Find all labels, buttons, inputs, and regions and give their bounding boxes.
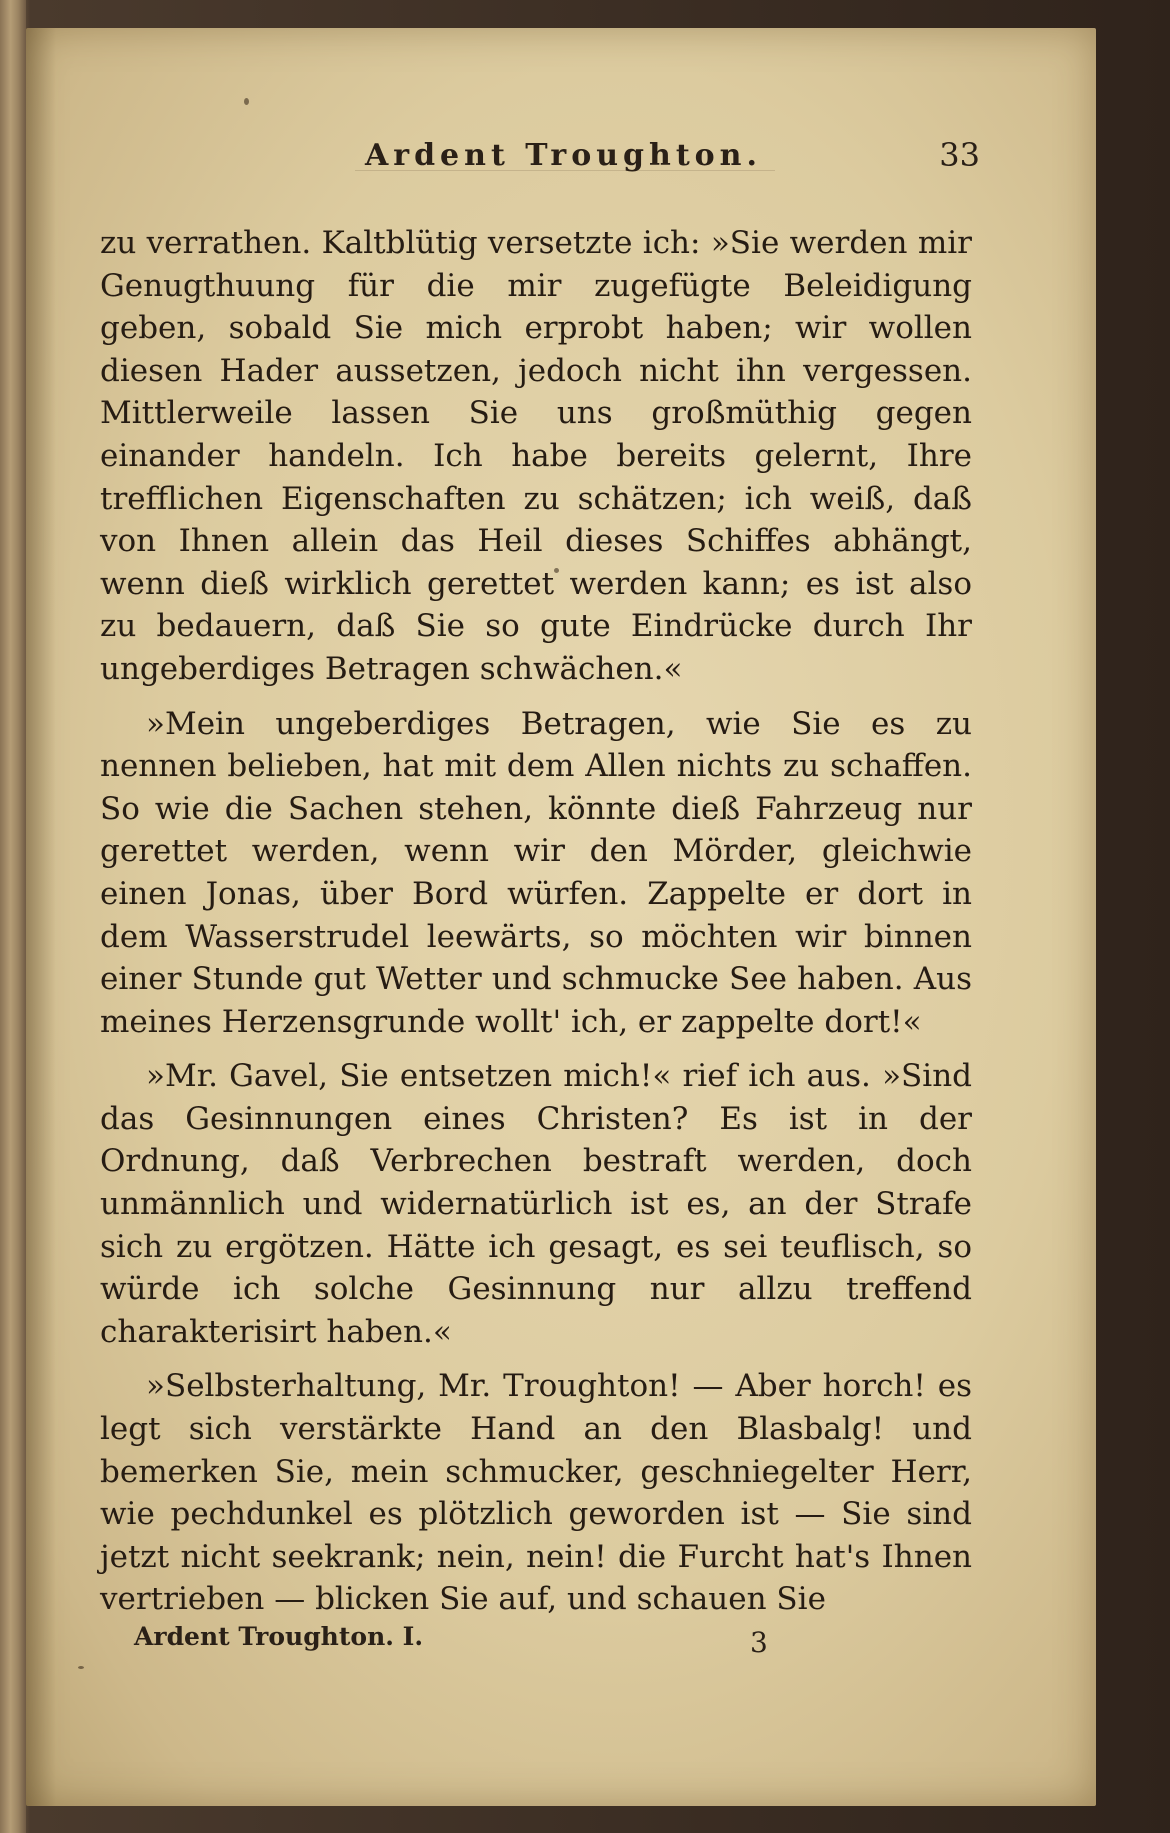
page-number: 33 — [939, 136, 980, 174]
paragraph-1: zu verrathen. Kaltblütig versetzte ich: »Sie werden mir Genugthuung für die mir zugefügte Beleidigung geben, sobald Sie mich erprobt haben; wir wollen diesen Hader aussetzen, jedoch nicht ihn vergessen. Mittlerweile lassen Sie uns großmüthig gegen einander handeln. Ich habe bereits gelernt, Ihre trefflichen Eigenschaften zu schätzen; ich weiß, daß von Ihnen allein das Heil dieses Schiffes abhängt, wenn dieß wirklich gerettet werden kann; es ist also zu bedauern, daß Sie so gute Eindrücke durch Ihr ungeberdiges Betragen schwächen.« — [100, 225, 972, 687]
paper-speck — [78, 1666, 84, 1669]
page-footer — [100, 1622, 980, 1672]
signature-mark: Ardent Troughton. I. — [134, 1622, 424, 1651]
gutter-shadow — [26, 28, 56, 1806]
paragraph-3: »Mr. Gavel, Sie entsetzen mich!« rief ich aus. »Sind das Gesinnungen eines Christen? Es ist in der Ordnung, daß Verbrechen bestraft werden, doch unmännlich und widernatürlich ist es, an der Strafe sich zu ergötzen. Hätte ich gesagt, es sei teuflisch, so würde ich solche Gesinnung nur allzu treffend charakterisirt haben.« — [100, 1058, 972, 1350]
facing-page-edge — [0, 0, 26, 1833]
page-header — [100, 138, 980, 188]
paragraph-4: »Selbsterhaltung, Mr. Troughton! — Aber horch! es legt sich verstärkte Hand an den Blasbalg! und bemerken Sie, mein schmucker, geschniegelter Herr, wie pechdunkel es plötzlich geworden ist — Sie sind jetzt nicht seekrank; nein, nein! die Furcht hat's Ihnen vertrieben — blicken Sie auf, und schauen Sie — [100, 1368, 972, 1618]
header-rule — [355, 170, 775, 171]
paragraph-2: »Mein ungeberdiges Betragen, wie Sie es zu nennen belieben, hat mit dem Allen nichts zu schaffen. So wie die Sachen stehen, könnte dieß Fahrzeug nur gerettet werden, wenn wir den Mörder, gleichwie einen Jonas, über Bord würfen. Zappelte er dort in dem Wasserstrudel leewärts, so möchten wir binnen einer Stunde gut Wetter und schmucke See haben. Aus meines Herzensgrunde wollt' ich, er zappelte dort!« — [100, 705, 972, 1040]
signature-number: 3 — [750, 1626, 768, 1659]
running-title: Ardent Troughton. — [365, 138, 762, 173]
body-text — [100, 222, 972, 1633]
paper-speck — [244, 98, 249, 105]
